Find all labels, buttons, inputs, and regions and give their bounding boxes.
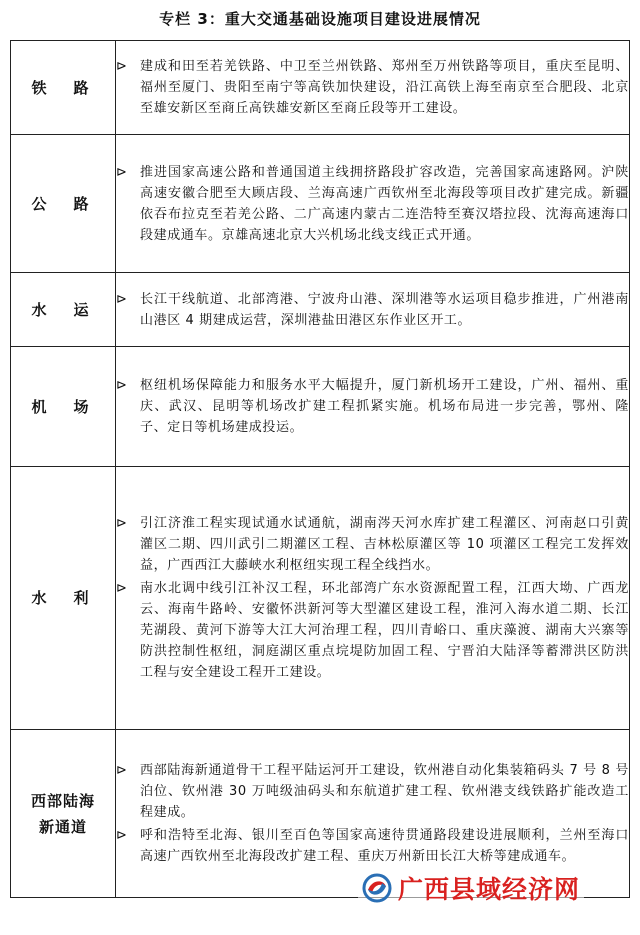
arrow-bullet-icon: ⊳: [116, 516, 128, 531]
category-cell: [11, 135, 116, 273]
list-item: [116, 375, 629, 438]
arrow-bullet-icon: ⊳: [116, 164, 128, 180]
category-label: 西部陆海新通道: [30, 791, 95, 836]
table-row: [11, 41, 630, 135]
arrow-bullet-icon: ⊳: [116, 59, 128, 74]
arrow-bullet-icon: ⊳: [116, 763, 128, 778]
watermark: [358, 868, 584, 908]
list-item: [116, 578, 629, 683]
description-cell: [116, 273, 630, 347]
watermark-text: 广西县域经济网: [398, 875, 581, 904]
list-item: [116, 825, 629, 867]
table-row: [11, 467, 630, 730]
item-text: 建成和田至若羌铁路、中卫至兰州铁路、郑州至万州铁路等项目，重庆至昆明、福州至厦门、贵阳至南宁等高铁加快建设，沿江高铁上海至南京至合肥段、北京至雄安新区至商丘高铁雄安新区至商丘段等开工建设。: [140, 59, 629, 116]
arrow-bullet-icon: ⊳: [116, 378, 128, 393]
arrow-bullet-icon: ⊳: [116, 291, 128, 307]
list-item: [116, 760, 629, 823]
list-item: [116, 289, 629, 331]
item-text: 引江济淮工程实现试通水试通航，湖南涔天河水库扩建工程灌区、河南赵口引黄灌区二期、四川武引二期灌区工程、吉林松原灌区等 10 项灌区工程完工发挥效益，广西西江大藤峡水利枢纽实现工程全线挡水。: [140, 516, 629, 573]
list-item: [116, 513, 629, 576]
category-cell: [11, 41, 116, 135]
item-text: 南水北调中线引江补汉工程，环北部湾广东水资源配置工程，江西大坳、广西龙云、海南牛路岭、安徽怀洪新河等大型灌区建设工程，淮河入海水道二期、长江芜湖段、黄河下游等大江大河治理工程，四川青峪口、重庆藻渡、湖南大兴寨等防洪控制性枢纽，洞庭湖区重点垸堤防加固工程、宁晋泊大陆泽等蓄滞洪区防洪工程与安全建设工程开工建设。: [140, 581, 629, 680]
item-text: 推进国家高速公路和普通国道主线拥挤路段扩容改造，完善国家高速路网。沪陕高速安徽合肥至大顾店段、兰海高速广西钦州至北海段等项目改扩建完成。新疆依吞布拉克至若羌公路、二广高速内蒙古二连浩特至赛汉塔拉段、沈海高速海口段建成通车。京雄高速北京大兴机场北线支线正式开通。: [140, 164, 629, 243]
item-text: 呼和浩特至北海、银川至百色等国家高速待贯通路段建设进展顺利，兰州至海口高速广西钦州至北海段改扩建工程、重庆万州新田长江大桥等建成通车。: [140, 828, 629, 864]
table-row: [11, 135, 630, 273]
project-table: [10, 40, 630, 898]
category-label: 公 路: [31, 194, 95, 213]
list-item: [116, 162, 629, 246]
list-item: [116, 56, 629, 119]
category-label: 水 利: [31, 589, 95, 607]
description-cell: [116, 347, 630, 467]
description-cell: [116, 41, 630, 135]
category-cell: [11, 467, 116, 730]
category-label: 水 运: [31, 300, 95, 319]
category-label: 铁 路: [31, 78, 95, 97]
item-text: 西部陆海新通道骨干工程平陆运河开工建设，钦州港自动化集装箱码头 7 号 8 号泊位、钦州港 30 万吨级油码头和东航道扩建工程、钦州港支线铁路扩能改造工程建成。: [140, 763, 629, 820]
arrow-bullet-icon: ⊳: [116, 828, 128, 843]
item-text: 长江干线航道、北部湾港、宁波舟山港、深圳港等水运项目稳步推进，广州港南山港区 4 期建成运营，深圳港盐田港区东作业区开工。: [140, 291, 629, 328]
swirl-logo-icon: [362, 873, 392, 903]
category-cell: [11, 273, 116, 347]
item-text: 枢纽机场保障能力和服务水平大幅提升，厦门新机场开工建设，广州、福州、重庆、武汉、昆明等机场改扩建工程抓紧实施。机场布局进一步完善，鄂州、隆子、定日等机场建成投运。: [140, 378, 629, 435]
arrow-bullet-icon: ⊳: [116, 581, 128, 596]
page-title: 专栏 3：重大交通基础设施项目建设进展情况: [159, 10, 481, 28]
table-row: [11, 347, 630, 467]
description-cell: [116, 135, 630, 273]
description-cell: [116, 467, 630, 730]
category-cell: [11, 730, 116, 898]
table-row: [11, 273, 630, 347]
category-cell: [11, 347, 116, 467]
category-label: 机 场: [31, 397, 95, 416]
